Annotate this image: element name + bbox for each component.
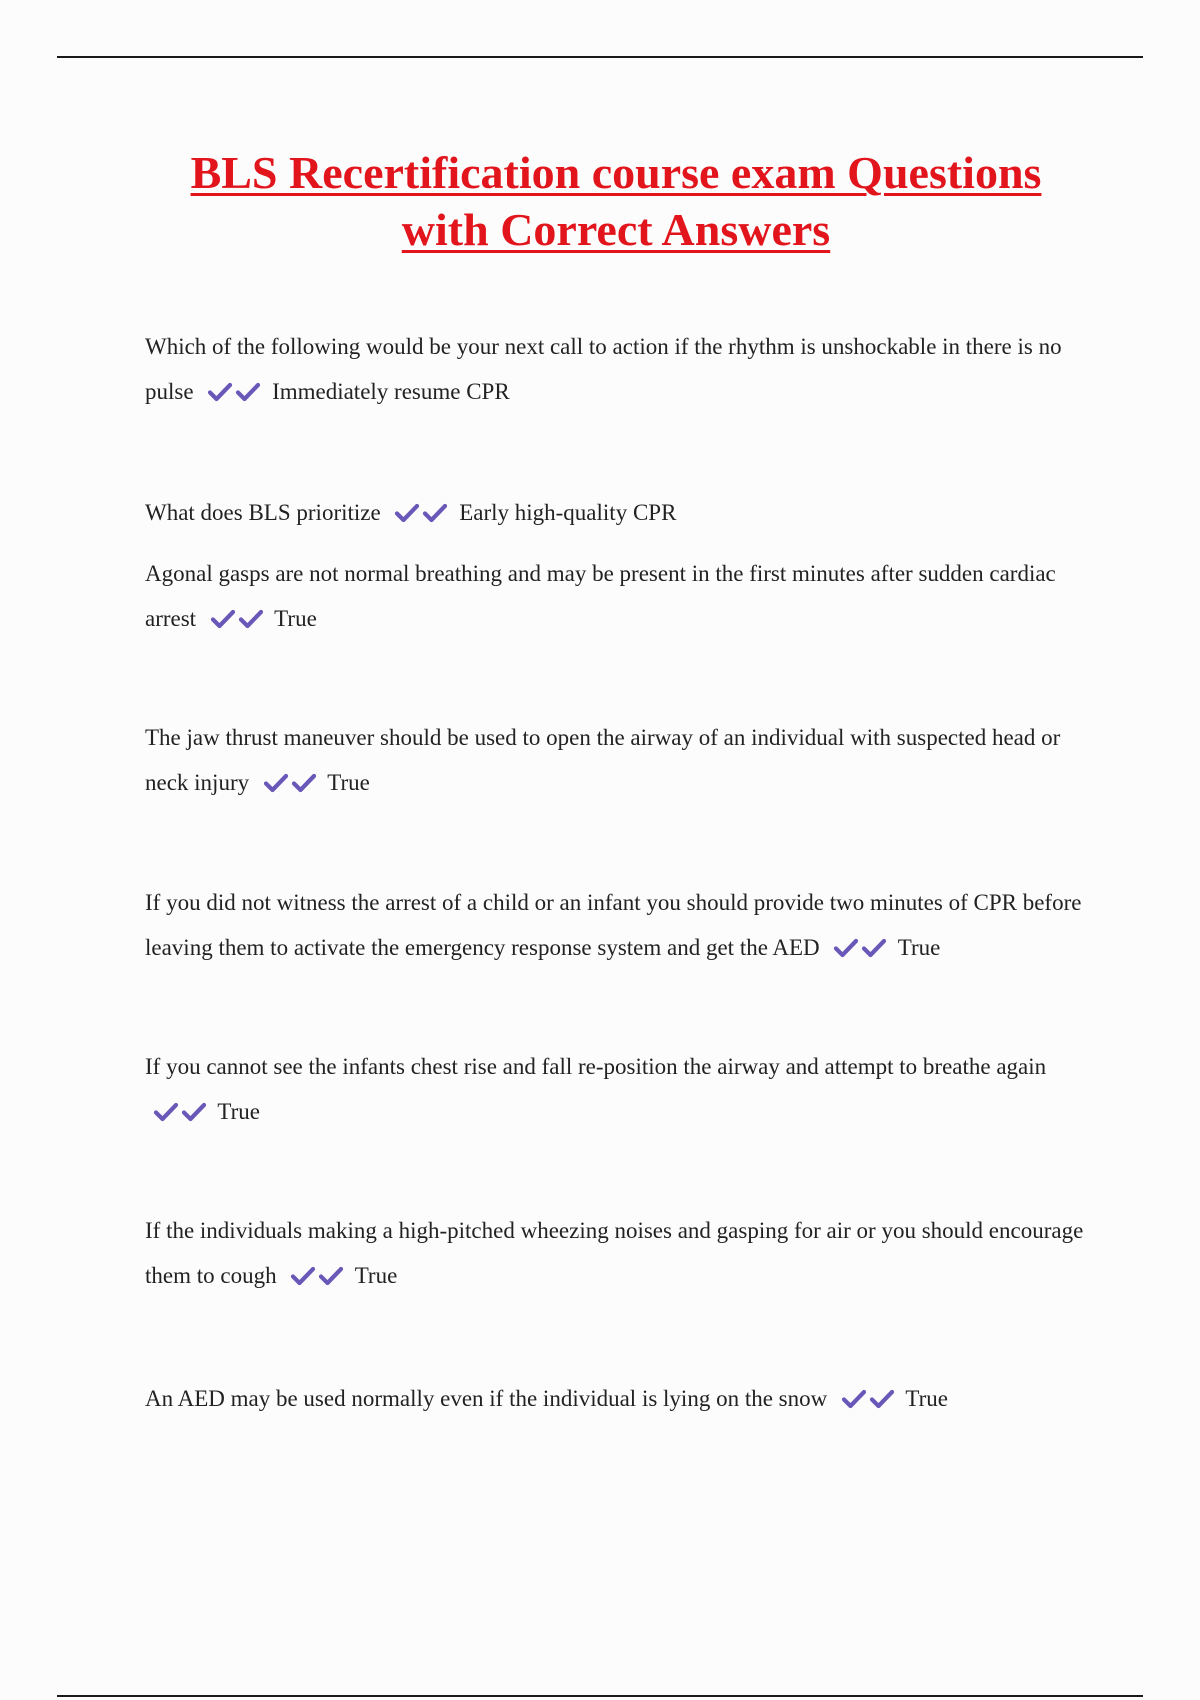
answer-text: True	[274, 606, 317, 631]
qa-item-2	[145, 490, 1085, 539]
question-text: If you did not witness the arrest of a child or an infant you should provide two minutes of CPR before leaving them to activate the emergency response system and get the AED	[145, 890, 1082, 960]
double-checkmark-icon	[290, 1257, 346, 1302]
top-divider	[57, 56, 1143, 58]
checkmark-icon	[263, 772, 291, 794]
answer-text: True	[897, 935, 941, 960]
qa-item-7	[145, 1208, 1085, 1302]
qa-item-6	[145, 1044, 1085, 1138]
double-checkmark-icon	[210, 600, 266, 645]
checkmark-icon	[841, 1388, 869, 1410]
question-text: Agonal gasps are not normal breathing and may be present in the first minutes after sudden cardiac arrest	[145, 561, 1056, 631]
question-text: An AED may be used normally even if the individual is lying on the snow	[145, 1386, 828, 1411]
checkmark-icon	[207, 381, 235, 403]
checkmark-icon	[833, 937, 861, 959]
checkmark-icon	[235, 381, 263, 403]
answer-text: True	[327, 770, 370, 795]
double-checkmark-icon	[207, 373, 263, 418]
document-title	[120, 144, 1112, 258]
checkmark-icon	[291, 772, 319, 794]
answer-text: True	[905, 1386, 948, 1411]
checkmark-icon	[869, 1388, 897, 1410]
double-checkmark-icon	[833, 929, 889, 974]
qa-item-5	[145, 880, 1085, 974]
checkmark-icon	[290, 1265, 318, 1287]
checkmark-icon	[861, 937, 889, 959]
checkmark-icon	[210, 608, 238, 630]
title-line-1: BLS Recertification course exam Questions	[190, 147, 1042, 198]
checkmark-icon	[153, 1101, 181, 1123]
question-text: The jaw thrust maneuver should be used to open the airway of an individual with suspected head or neck injury	[145, 725, 1061, 795]
answer-text: Immediately resume CPR	[272, 379, 510, 404]
qa-item-8	[145, 1376, 1085, 1425]
double-checkmark-icon	[841, 1380, 897, 1425]
qa-item-1	[145, 324, 1085, 418]
title-line-2: with Correct Answers	[401, 204, 831, 255]
answer-text: True	[354, 1263, 398, 1288]
double-checkmark-icon	[263, 764, 319, 809]
answer-text: Early high-quality CPR	[459, 500, 677, 525]
double-checkmark-icon	[394, 494, 450, 539]
bottom-divider	[57, 1695, 1143, 1697]
question-text: Which of the following would be your next call to action if the rhythm is unshockable in there is no pulse	[145, 334, 1062, 404]
checkmark-icon	[238, 608, 266, 630]
checkmark-icon	[181, 1101, 209, 1123]
checkmark-icon	[394, 502, 422, 524]
double-checkmark-icon	[153, 1093, 209, 1138]
qa-item-3	[145, 551, 1085, 645]
checkmark-icon	[318, 1265, 346, 1287]
qa-item-4	[145, 715, 1085, 809]
question-text: If the individuals making a high-pitched wheezing noises and gasping for air or you should encourage them to cough	[145, 1218, 1084, 1288]
checkmark-icon	[422, 502, 450, 524]
question-text: If you cannot see the infants chest rise and fall re-position the airway and attempt to breathe again	[145, 1054, 1047, 1079]
question-text: What does BLS prioritize	[145, 500, 381, 525]
answer-text: True	[217, 1099, 260, 1124]
